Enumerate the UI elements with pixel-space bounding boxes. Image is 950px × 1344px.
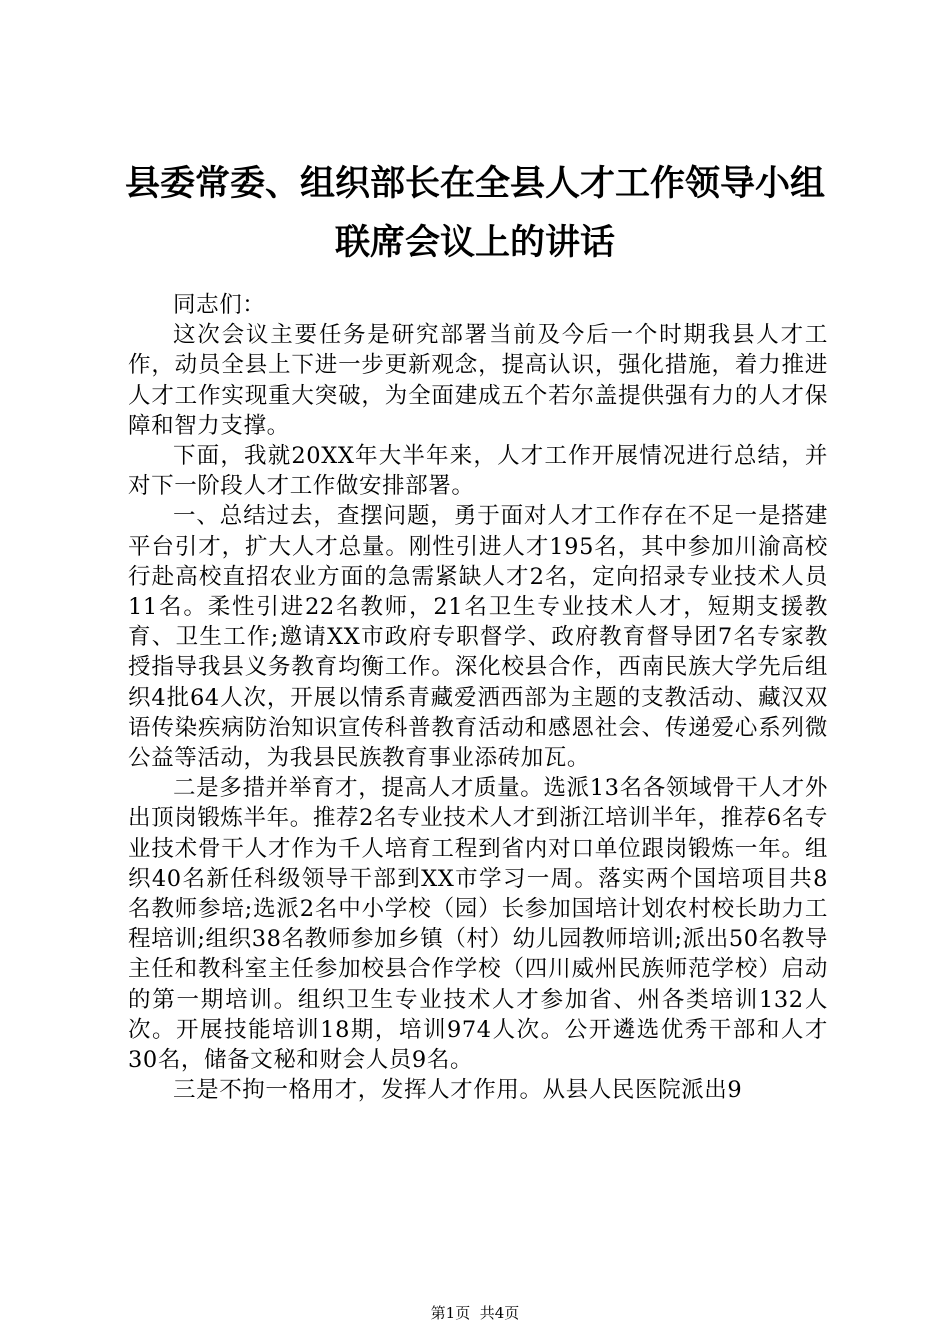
page-footer: [0, 1303, 950, 1323]
overview-paragraph: 下面，我就20XX年大半年来，人才工作开展情况进行总结，并对下一阶段人才工作做安排部署。: [128, 443, 828, 500]
intro-paragraph: 这次会议主要任务是研究部署当前及今后一个时期我县人才工作，动员全县上下进一步更新观念，提高认识，强化措施，着力推进人才工作实现重大突破，为全面建成五个若尔盖提供强有力的人才保障和智力支撑。: [128, 322, 828, 439]
footer-page-number: 第1页: [430, 1304, 471, 1322]
footer-total-pages: 共4页: [479, 1304, 520, 1322]
salutation-paragraph: 同志们：: [173, 292, 266, 318]
section-two-paragraph: 二是多措并举育才，提高人才质量。选派13名各领域骨干人才外出顶岗锻炼半年。推荐2名专业技术人才到浙江培训半年，推荐6名专业技术骨干人才作为千人培育工程到省内对口单位跟岗锻炼一年。组织40名新任科级领导干部到XX市学习一周。落实两个国培项目共8名教师参培;选派2名中小学校（园）长参加国培计划农村校长助力工程培训;组织38名教师参加乡镇（村）幼儿园教师培训;派出50名教导主任和教科室主任参加校县合作学校（四川威州民族师范学校）启动的第一期培训。组织卫生专业技术人才参加省、州各类培训132人次。开展技能培训18期，培训974人次。公开遴选优秀干部和人才30名，储备文秘和财会人员9名。: [128, 775, 828, 1074]
section-three-paragraph: 三是不拘一格用才，发挥人才作用。从县人民医院派出9: [173, 1077, 743, 1104]
section-one-paragraph: 一、总结过去，查摆问题，勇于面对人才工作存在不足一是搭建平台引才，扩大人才总量。刚性引进人才195名，其中参加川渝高校行赴高校直招农业方面的急需紧缺人才2名，定向招录专业技术人员11名。柔性引进22名教师，21名卫生专业技术人才，短期支援教育、卫生工作;邀请XX市政府专职督学、政府教育督导团7名专家教授指导我县义务教育均衡工作。深化校县合作，西南民族大学先后组织4批64人次，开展以情系青藏爱洒西部为主题的支教活动、藏汉双语传染疾病防治知识宣传科普教育活动和感恩社会、传递爱心系列微公益等活动，为我县民族教育事业添砖加瓦。: [128, 503, 828, 772]
document-title-line-2: 联席会议上的讲话: [334, 223, 615, 263]
document-title-line-1: 县委常委、组织部长在全县人才工作领导小组: [124, 164, 825, 204]
footer-spacer: [470, 1304, 480, 1322]
document-body: [128, 290, 828, 1105]
